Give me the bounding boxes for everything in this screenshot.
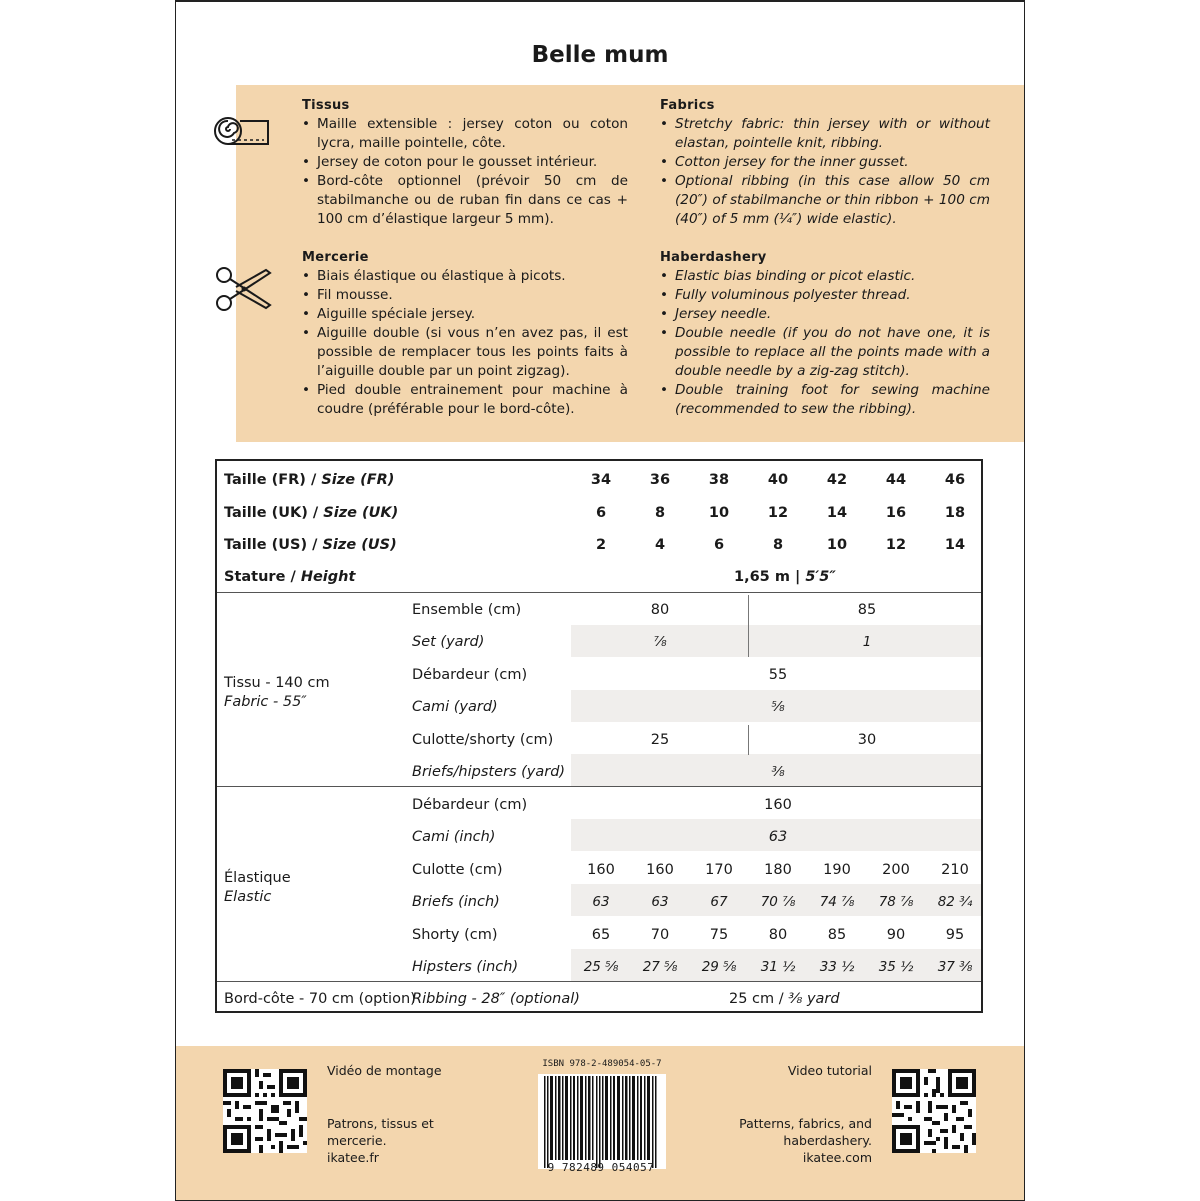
divider [748, 595, 749, 657]
cami-yard-value: ⅝ [771, 699, 785, 715]
briefs-yard-value: ⅜ [771, 764, 785, 780]
briefs-yard-label: Briefs/hipsters (yard) [412, 764, 566, 780]
culotte-cm-value: 210 [941, 862, 969, 878]
elastic-cami-cm-value: 160 [764, 797, 792, 813]
hipsters-inch-value: 37 ⅜ [937, 959, 973, 975]
cami-yard-label: Cami (yard) [412, 699, 498, 715]
briefs-inch-label: Briefs (inch) [412, 894, 500, 910]
set-yard-label: Set (yard) [412, 634, 485, 650]
shorty-cm-label: Shorty (cm) [412, 927, 498, 943]
set-cm-label: Ensemble (cm) [412, 602, 522, 618]
size-uk-value: 10 [708, 505, 730, 521]
haberdashery-fr-heading: Mercerie [302, 250, 369, 265]
shop-label-en: Patterns, fabrics, and haberdashery. [739, 1116, 872, 1148]
size-uk-value: 12 [767, 505, 789, 521]
fabric-group-label: Tissu - 140 cm Fabric - 55″ [224, 675, 330, 710]
briefs-inch-value: 63 [592, 894, 610, 910]
footer [176, 1046, 1024, 1200]
size-fr-value: 34 [590, 472, 612, 488]
size-us-value: 8 [772, 537, 784, 553]
culotte-cm-value: 170 [705, 862, 733, 878]
size-us-value: 4 [654, 537, 666, 553]
list-item: • Fully voluminous polyester thread. [660, 286, 990, 305]
qr-code-video-en[interactable] [892, 1069, 976, 1153]
barcode [538, 1056, 666, 1176]
list-item: • Aiguille spéciale jersey. [302, 305, 628, 324]
haberdashery-fr-section [302, 248, 628, 419]
fabrics-en-heading: Fabrics [660, 98, 715, 113]
shorty-cm-value: 65 [591, 927, 611, 943]
list-item: • Jersey needle. [660, 305, 990, 324]
set-yard-value: ⅞ [653, 634, 667, 650]
barcode-digits: 9 782489 054057 [547, 1161, 655, 1174]
list-item: • Maille extensible : jersey coton ou coton lycra, maille pointelle, côte. [302, 115, 628, 153]
size-uk-value: 18 [944, 505, 966, 521]
height-label: Stature / Height [224, 569, 356, 585]
page-title: Belle mum [531, 42, 669, 68]
fabrics-fr-heading: Tissus [302, 98, 350, 113]
size-fr-label: Taille (FR) / Size (FR) [224, 472, 395, 488]
elastic-cami-inch-value: 63 [768, 829, 788, 845]
briefs-inch-value: 74 ⅞ [819, 894, 855, 910]
hipsters-inch-value: 25 ⅝ [583, 959, 619, 975]
hipsters-inch-value: 35 ½ [878, 959, 914, 975]
ribbing-value: 25 cm / ⅜ yard [729, 991, 840, 1007]
site-link-en[interactable]: ikatee.com [802, 1150, 872, 1165]
list-item: • Double training foot for sewing machine (recommended to sew the ribbing). [660, 381, 990, 419]
divider [217, 592, 981, 593]
briefs-cm-value: 30 [857, 732, 877, 748]
list-item: • Biais élastique ou élastique à picots. [302, 267, 628, 286]
list-item: • Pied double entrainement pour machine à coudre (préférable pour le bord-côte). [302, 381, 628, 419]
size-fr-value: 42 [826, 472, 848, 488]
list-item: • Double needle (if you do not have one, it is possible to replace all the points made with a double needle by a zig-zag stitch). [660, 324, 990, 381]
briefs-cm-value: 25 [650, 732, 670, 748]
ribbing-label-fr: Bord-côte - 70 cm (option) [224, 991, 416, 1007]
size-uk-value: 16 [885, 505, 907, 521]
size-us-value: 12 [885, 537, 907, 553]
culotte-cm-value: 200 [882, 862, 910, 878]
list-item: • Bord-côte optionnel (prévoir 50 cm de stabilmanche ou de ruban fin dans ce cas + 100 cm d’élastique largeur 5 mm). [302, 172, 628, 229]
video-label-fr: Vidéo de montage [327, 1063, 442, 1078]
cami-cm-label: Débardeur (cm) [412, 667, 528, 683]
fabrics-en-section [660, 96, 990, 229]
hipsters-inch-value: 31 ½ [760, 959, 796, 975]
elastic-group-label: Élastique Elastic [224, 870, 291, 905]
list-item: • Elastic bias binding or picot elastic. [660, 267, 990, 286]
size-uk-label: Taille (UK) / Size (UK) [224, 505, 399, 521]
briefs-inch-value: 78 ⅞ [878, 894, 914, 910]
shorty-cm-value: 85 [827, 927, 847, 943]
elastic-cami-cm-label: Débardeur (cm) [412, 797, 528, 813]
list-item: • Optional ribbing (in this case allow 50 cm (20″) of stabilmanche or thin ribbon + 100 cm (40″) of 5 mm (¼″) wide elastic). [660, 172, 990, 229]
shorty-cm-value: 70 [650, 927, 670, 943]
set-yard-value: 1 [862, 634, 872, 650]
briefs-inch-value: 67 [710, 894, 728, 910]
size-us-value: 14 [944, 537, 966, 553]
shorty-cm-value: 80 [768, 927, 788, 943]
list-item: • Fil mousse. [302, 286, 628, 305]
elastic-cami-inch-label: Cami (inch) [412, 829, 496, 845]
row-shade [571, 625, 981, 657]
list-item: • Aiguille double (si vous n’en avez pas, il est possible de remplacer tous les points faits à l’aiguille double par un point zigzag). [302, 324, 628, 381]
hipsters-inch-label: Hipsters (inch) [412, 959, 519, 975]
ribbing-label-en: Ribbing - 28″ (optional) [412, 991, 580, 1007]
set-cm-value: 80 [650, 602, 670, 618]
set-cm-value: 85 [857, 602, 877, 618]
shorty-cm-value: 90 [886, 927, 906, 943]
fabric-roll-icon [212, 109, 276, 153]
divider [748, 725, 749, 755]
list-item: • Stretchy fabric: thin jersey with or without elastan, pointelle knit, ribbing. [660, 115, 990, 153]
size-us-value: 2 [595, 537, 607, 553]
height-value: 1,65 m | 5′5″ [734, 569, 836, 585]
briefs-inch-value: 70 ⅞ [760, 894, 796, 910]
materials-panel [236, 85, 1024, 442]
hipsters-inch-value: 27 ⅝ [642, 959, 678, 975]
fabrics-fr-section [302, 96, 628, 229]
size-fr-value: 40 [767, 472, 789, 488]
size-us-label: Taille (US) / Size (US) [224, 537, 397, 553]
size-chart-table [215, 459, 983, 1013]
size-fr-value: 46 [944, 472, 966, 488]
size-uk-value: 6 [595, 505, 607, 521]
isbn-label: ISBN 978-2-489054-05-7 [542, 1059, 662, 1069]
qr-code-video-fr[interactable] [223, 1069, 307, 1153]
hipsters-inch-value: 29 ⅝ [701, 959, 737, 975]
briefs-inch-value: 63 [651, 894, 669, 910]
list-item: • Jersey de coton pour le gousset intérieur. [302, 153, 628, 172]
culotte-cm-value: 160 [646, 862, 674, 878]
pattern-back-cover [175, 0, 1025, 1201]
cami-cm-value: 55 [768, 667, 788, 683]
shorty-cm-value: 95 [945, 927, 965, 943]
culotte-cm-label: Culotte (cm) [412, 862, 503, 878]
briefs-inch-value: 82 ¾ [937, 894, 973, 910]
scissors-icon [214, 265, 274, 315]
haberdashery-en-heading: Haberdashery [660, 250, 767, 265]
size-uk-value: 14 [826, 505, 848, 521]
size-fr-value: 38 [708, 472, 730, 488]
culotte-cm-value: 160 [587, 862, 615, 878]
size-fr-value: 36 [649, 472, 671, 488]
divider [217, 981, 981, 982]
size-us-value: 6 [713, 537, 725, 553]
shop-label-fr: Patrons, tissus et mercerie. [327, 1116, 434, 1148]
shorty-cm-value: 75 [709, 927, 729, 943]
video-label-en: Video tutorial [787, 1063, 872, 1078]
list-item: • Cotton jersey for the inner gusset. [660, 153, 990, 172]
haberdashery-en-section [660, 248, 990, 419]
culotte-cm-value: 190 [823, 862, 851, 878]
hipsters-inch-value: 33 ½ [819, 959, 855, 975]
size-us-value: 10 [826, 537, 848, 553]
briefs-cm-label: Culotte/shorty (cm) [412, 732, 554, 748]
site-link-fr[interactable]: ikatee.fr [327, 1150, 379, 1165]
culotte-cm-value: 180 [764, 862, 792, 878]
size-fr-value: 44 [885, 472, 907, 488]
size-uk-value: 8 [654, 505, 666, 521]
divider [217, 786, 981, 787]
